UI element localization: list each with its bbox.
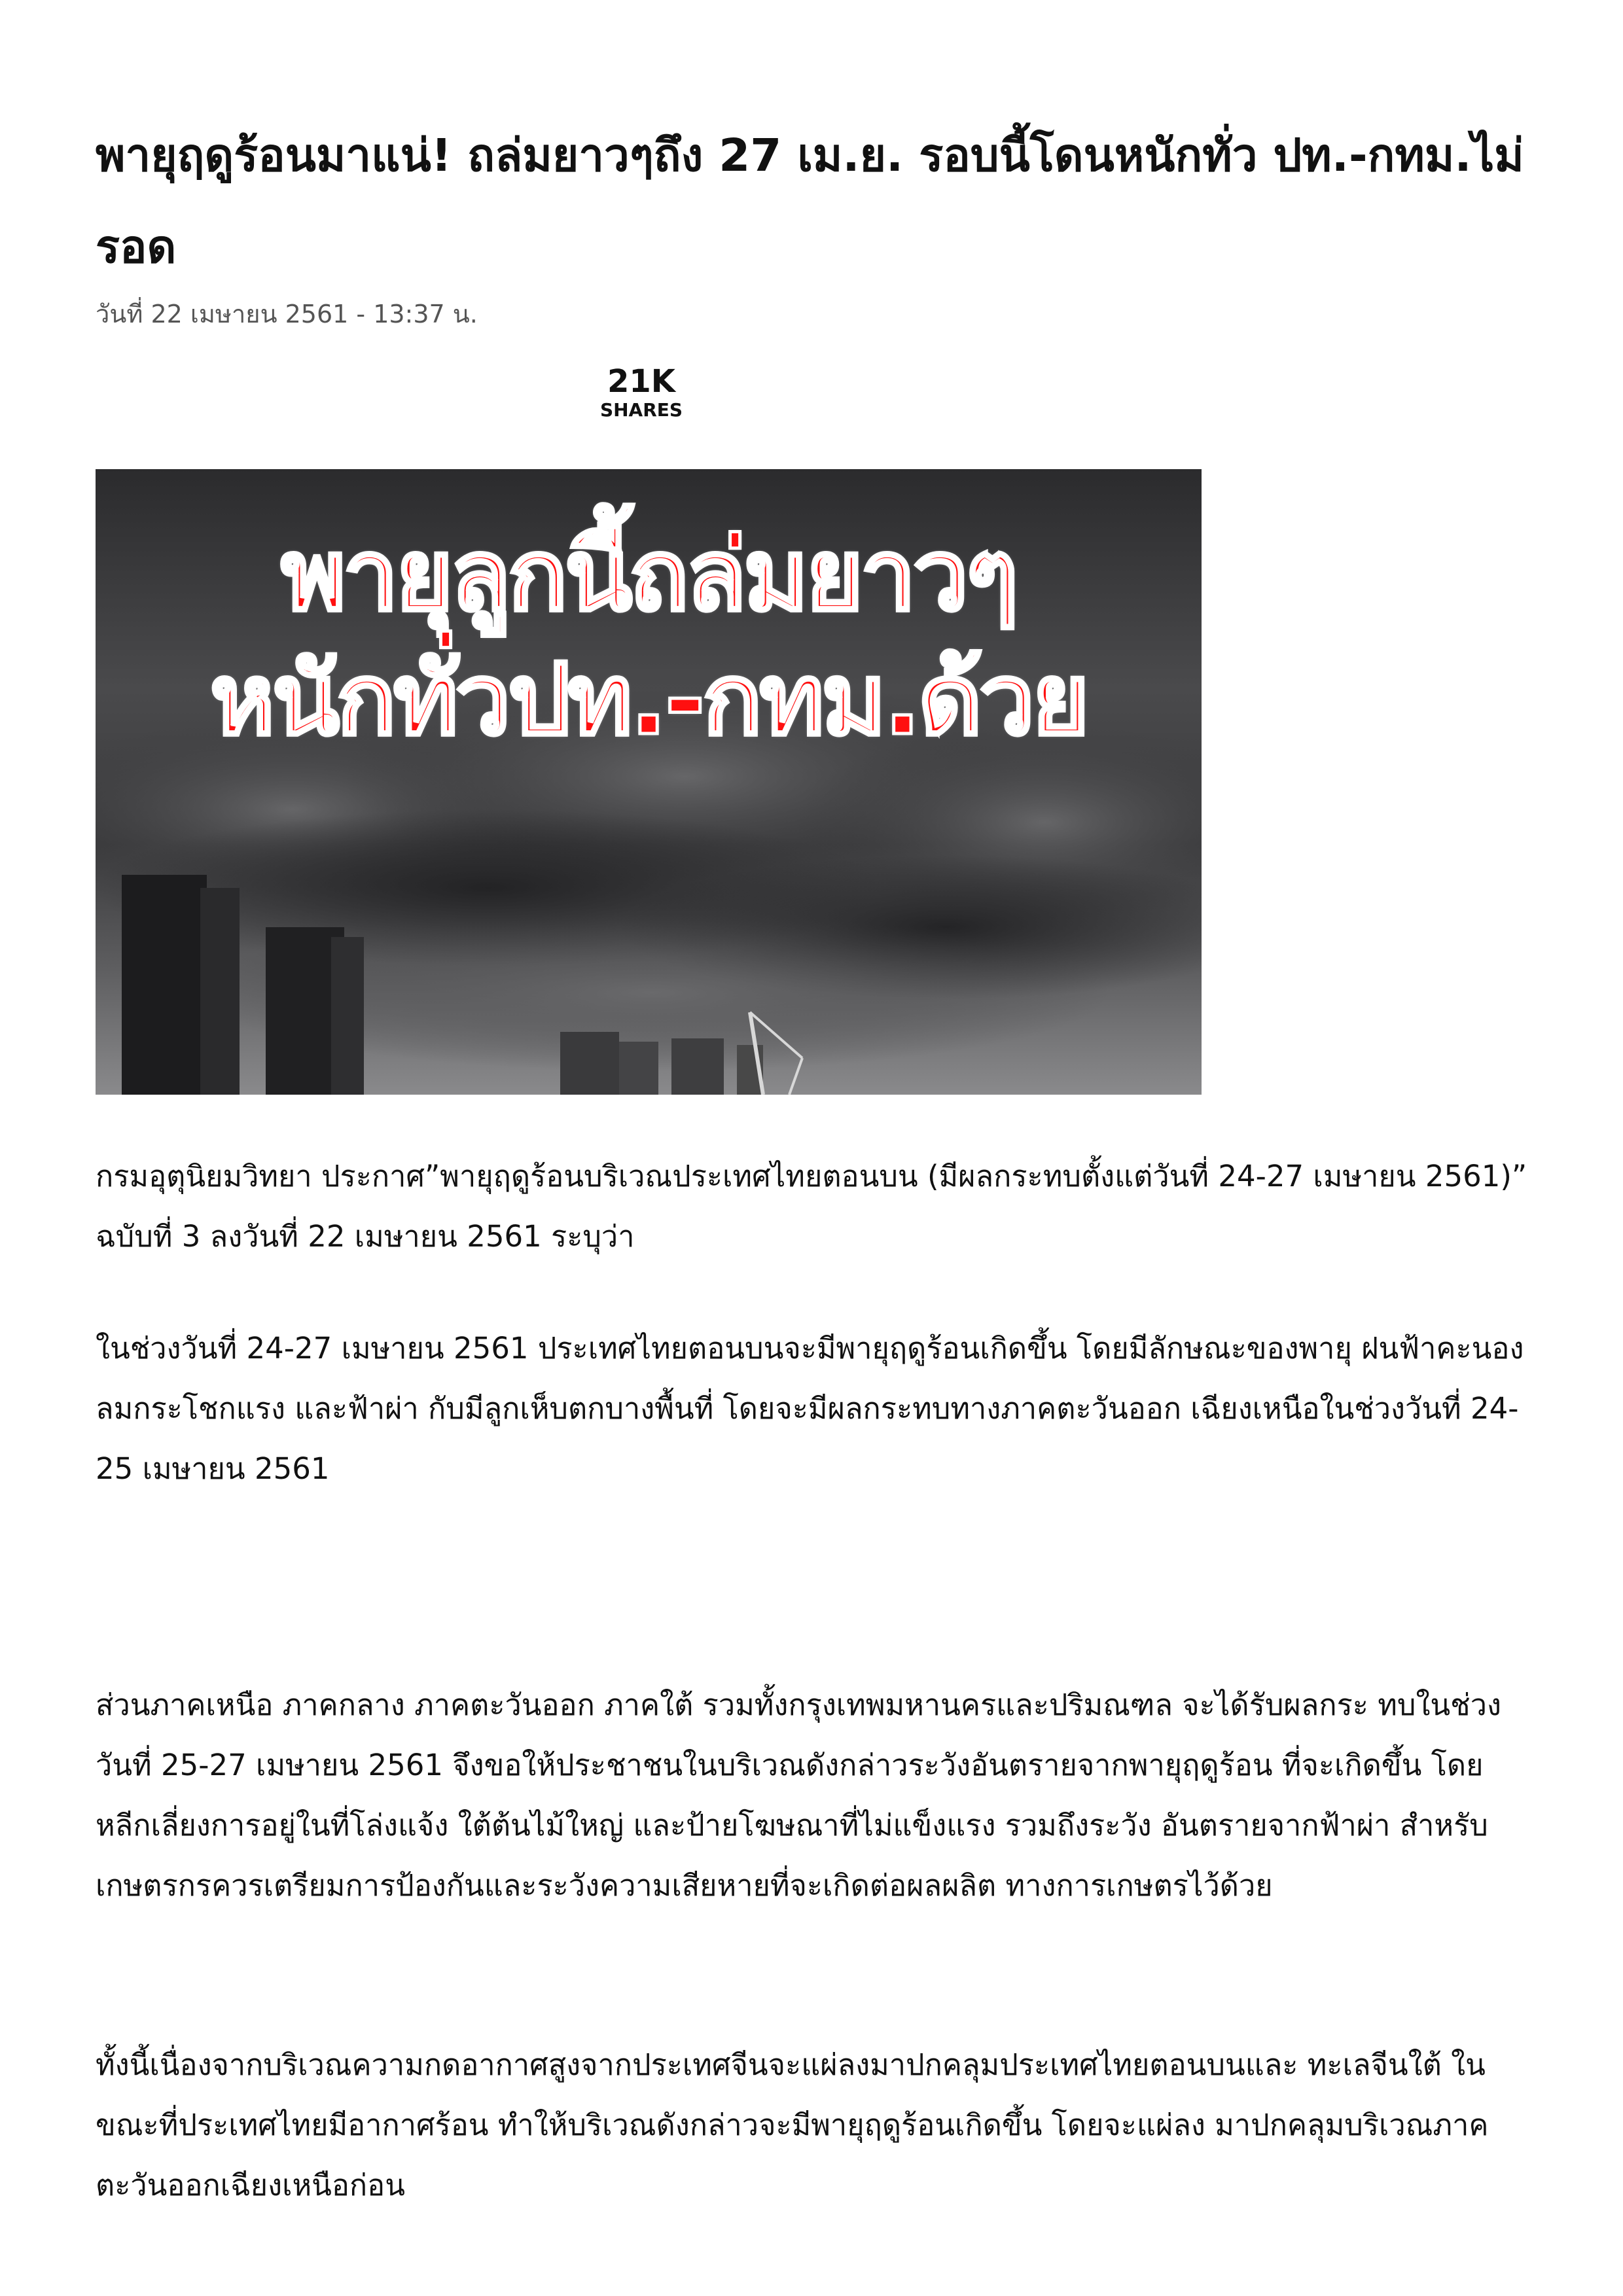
share-counter[interactable]: [576, 363, 707, 421]
share-count: 21K: [607, 363, 675, 400]
article-paragraph: ส่วนภาคเหนือ ภาคกลาง ภาคตะวันออก ภาคใต้ รวมทั้งกรุงเทพมหานครและปริมณฑล จะได้รับผลกระ ทบในช่วงวันที่ 25-27 เมษายน 2561 จึงขอให้ประชาชนในบริเวณดังกล่าวระวังอันตรายจากพายุฤดูร้อน ที่จะเกิดขึ้น โดยหลีกเลี่ยงการอยู่ในที่โล่งแจ้ง ใต้ต้นไม้ใหญ่ และป้ายโฆษณาที่ไม่แข็งแรง รวมถึงระวัง อันตรายจากฟ้าผ่า สำหรับเกษตรกรควรเตรียมการป้องกันและระวังความเสียหายที่จะเกิดต่อผลผลิต ทางการเกษตรไว้ด้วย: [96, 1687, 1501, 1903]
hero-headline-line1: พายุลูกนี้ถล่มยาวๆ: [281, 519, 1016, 633]
share-label: SHARES: [599, 399, 683, 421]
article-paragraph: ในช่วงวันที่ 24-27 เมษายน 2561 ประเทศไทยตอนบนจะมีพายุฤดูร้อนเกิดขึ้น โดยมีลักษณะของพายุ ฝนฟ้าคะนอง ลมกระโชกแรง และฟ้าผ่า กับมีลูกเห็บตกบางพื้นที่ โดยจะมีผลกระทบทางภาคตะวันออก เฉียงเหนือในช่วงวันที่ 24-25 เมษายน 2561: [96, 1331, 1524, 1486]
article-dateline: วันที่ 22 เมษายน 2561 - 13:37 น.: [96, 300, 478, 328]
hero-image: [96, 469, 1202, 1095]
hero-headline-line2: หนักทั่วปท.-กทม.ด้วย: [210, 643, 1087, 757]
article-paragraph: ทั้งนี้เนื่องจากบริเวณความกดอากาศสูงจากประเทศจีนจะแผ่ลงมาปกคลุมประเทศไทยตอนบนและ ทะเลจีนใต้ ในขณะที่ประเทศไทยมีอากาศร้อน ทำให้บริเวณดังกล่าวจะมีพายุฤดูร้อนเกิดขึ้น โดยจะแผ่ลง มาปกคลุมบริเวณภาคตะวันออกเฉียงเหนือก่อน: [96, 2047, 1489, 2202]
article-paragraph: กรมอุตุนิยมวิทยา ประกาศ”พายุฤดูร้อนบริเวณประเทศไทยตอนบน (มีผลกระทบตั้งแต่วันที่ 24-27 เมษายน 2561)” ฉบับที่ 3 ลงวันที่ 22 เมษายน 2561 ระบุว่า: [96, 1159, 1527, 1254]
article-headline: พายุฤดูร้อนมาแน่! ถล่มยาวๆถึง 27 เม.ย. รอบนี้โดนหนักทั่ว ปท.-กทม.ไม่รอด: [96, 130, 1524, 274]
